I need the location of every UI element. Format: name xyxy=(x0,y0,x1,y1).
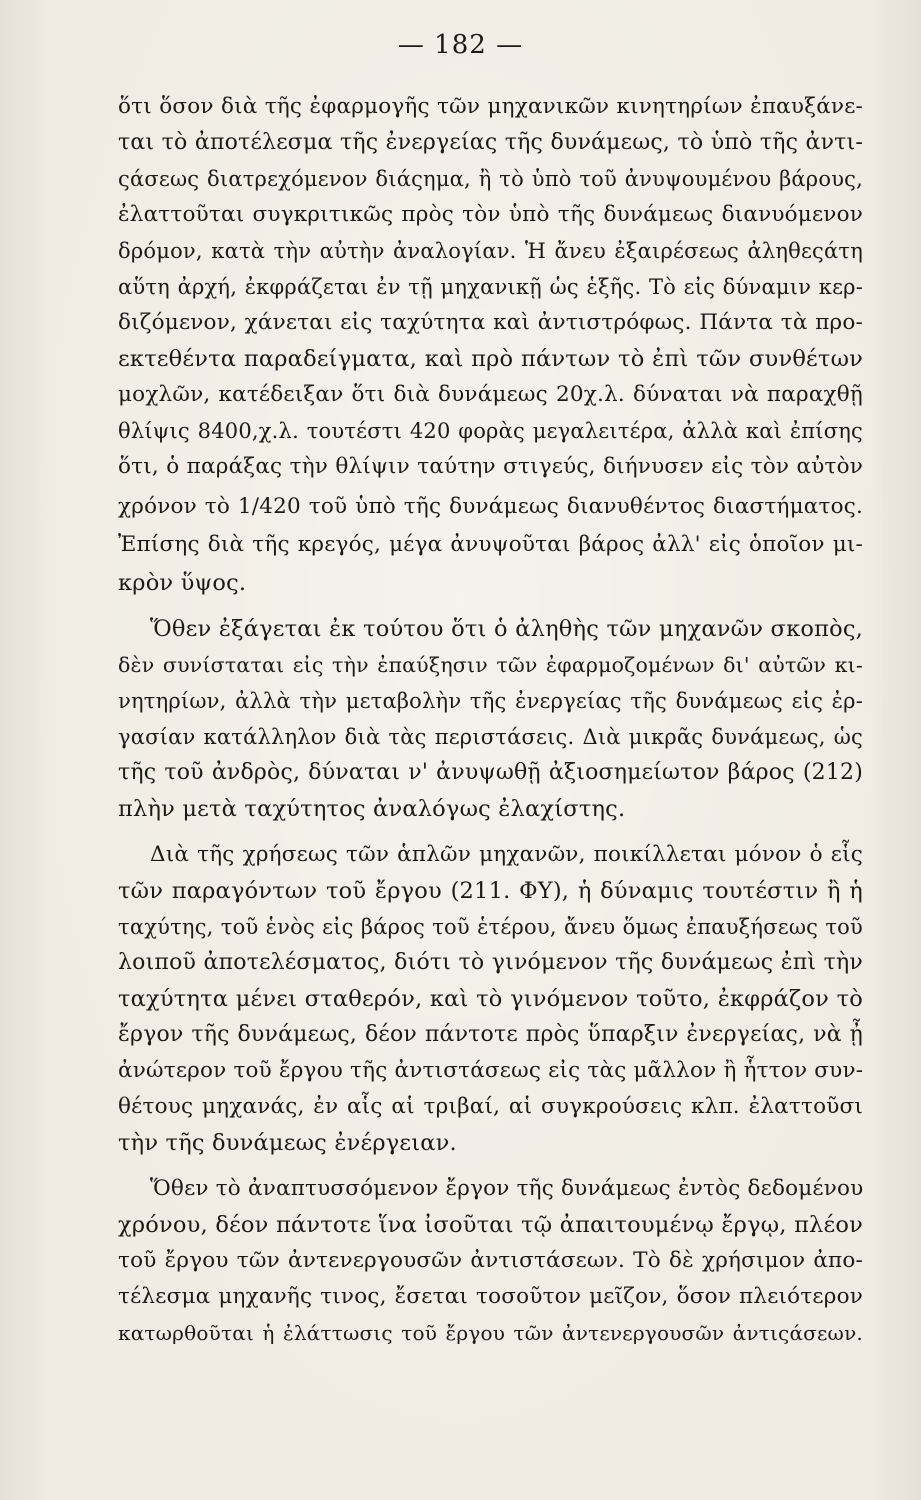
text-line-2: ται τὸ ἀποτέλεσμα τῆς ἐνεργείας τῆς δυνάμεως, τὸ ὑπὸ τῆς ἀντι- xyxy=(118,130,863,155)
text-line-7: διζόμενον, χάνεται εἰς ταχύτητα καὶ ἀντιστρόφως. Πάντα τὰ προ- xyxy=(118,310,863,335)
text-line-29: τὴν τῆς δυνάμεως ἐνέργειαν. xyxy=(118,1130,457,1156)
text-line-30: Ὅθεν τὸ ἀναπτυσσόμενον ἔργον τῆς δυνάμεως ἐντὸς δεδομένου xyxy=(150,1176,864,1201)
text-line-3: ςάσεως διατρεχόμενον διάςημα, ἢ τὸ ὑπὸ τοῦ ἀνυψουμένου βάρους, xyxy=(118,167,863,191)
text-line-1: ὅτι ὅσον διὰ τῆς ἐφαρμογῆς τῶν μηχανικῶν κινητηρίων ἐπαυξάνε- xyxy=(118,94,863,119)
text-line-22: τῶν παραγόντων τοῦ ἔργου (211. ΦΥ), ἡ δύναμις τουτέστιν ἢ ἡ xyxy=(118,878,863,904)
text-line-9: μοχλῶν, κατέδειξαν ὅτι διὰ δυνάμεως 20χ.λ. δύναται νὰ παραχθῇ xyxy=(118,382,863,407)
text-line-23: ταχύτης, τοῦ ἑνὸς εἰς βάρος τοῦ ἑτέρου, ἄνευ ὅμως ἐπαυξήσεως τοῦ xyxy=(118,915,863,939)
text-line-19: τῆς τοῦ ἀνδρὸς, δύναται ν' ἀνυψωθῇ ἀξιοσημείωτον βάρος (212) xyxy=(118,760,863,785)
text-line-17: νητηρίων, ἀλλὰ τὴν μεταβολὴν τῆς ἐνεργείας τῆς δυνάμεως εἰς ἐρ- xyxy=(118,689,863,713)
text-line-25: ταχύτητα μένει σταθερόν, καὶ τὸ γινόμενον τοῦτο, ἐκφράζον τὸ xyxy=(118,986,863,1012)
text-line-28: θέτους μηχανάς, ἐν αἷς αἱ τριβαί, αἱ συγκρούσεις κλπ. ἐλαττοῦσι xyxy=(118,1094,863,1119)
page-number: — 182 — xyxy=(397,30,524,60)
text-line-11: ὅτι, ὁ παράξας τὴν θλίψιν ταύτην στιγεύς, διήνυσεν εἰς τὸν αὐτὸν xyxy=(118,454,863,479)
text-line-31: χρόνου, δέον πάντοτε ἵνα ἰσοῦται τῷ ἀπαιτουμένῳ ἔργῳ, πλέον xyxy=(118,1212,863,1238)
text-line-34: κατωρθοῦται ἡ ἐλάττωσις τοῦ ἔργου τῶν ἀντενεργουσῶν ἀντιςάσεων. xyxy=(118,1321,863,1345)
text-line-20: πλὴν μετὰ ταχύτητος ἀναλόγως ἐλαχίστης. xyxy=(118,796,626,822)
text-line-27: ἀνώτερον τοῦ ἔργου τῆς ἀντιστάσεως εἰς τὰς μᾶλλον ἢ ἧττον συν- xyxy=(118,1058,864,1083)
text-line-18: γασίαν κατάλληλον διὰ τὰς περιστάσεις. Διὰ μικρᾶς δυνάμεως, ὡς xyxy=(118,725,863,749)
text-line-26: ἔργον τῆς δυνάμεως, δέον πάντοτε πρὸς ὕπαρξιν ἐνεργείας, νὰ ᾖ xyxy=(118,1022,863,1047)
text-line-6: αὕτη ἀρχή, ἐκφράζεται ἐν τῇ μηχανικῇ ὡς ἑξῆς. Τὸ εἰς δύναμιν κερ- xyxy=(118,275,863,299)
text-line-13: Ἐπίσης διὰ τῆς κρεγός, μέγα ἀνυψοῦται βάρος ἀλλ' εἰς ὁποῖον μι- xyxy=(118,532,863,557)
text-line-33: τέλεσμα μηχανῆς τινος, ἔσεται τοσοῦτον μεῖζον, ὅσον πλειότερον xyxy=(118,1284,863,1309)
text-line-5: δρόμον, κατὰ τὴν αὐτὴν ἀναλογίαν. Ἡ ἄνευ ἐξαιρέσεως ἀληθεςάτη xyxy=(118,239,863,263)
text-line-21: Διὰ τῆς χρήσεως τῶν ἁπλῶν μηχανῶν, ποικίλλεται μόνον ὁ εἷς xyxy=(150,842,863,867)
text-line-32: τοῦ ἔργου τῶν ἀντενεργουσῶν ἀντιστάσεων. Τὸ δὲ χρήσιμον ἀπο- xyxy=(118,1248,863,1273)
text-line-15: Ὅθεν ἐξάγεται ἐκ τούτου ὅτι ὁ ἀληθὴς τῶν μηχανῶν σκοπὸς, xyxy=(150,616,863,642)
text-line-10: θλίψις 8400,χ.λ. τουτέστι 420 φορὰς μεγαλειτέρα, ἀλλὰ καὶ ἐπίσης xyxy=(118,419,863,443)
text-line-4: ἐλαττοῦται συγκριτικῶς πρὸς τὸν ὑπὸ τῆς δυνάμεως διανυόμενον xyxy=(118,202,863,227)
text-line-16: δὲν συνίσταται εἰς τὴν ἐπαύξησιν τῶν ἐφαρμοζομένων δι' αὐτῶν κι- xyxy=(118,653,863,677)
text-line-8: εκτεθέντα παραδείγματα, καὶ πρὸ πάντων τὸ ἐπὶ τῶν συνθέτων xyxy=(118,346,863,372)
text-line-12: χρόνον τὸ 1/420 τοῦ ὑπὸ τῆς δυνάμεως διανυθέντος διαστήματος. xyxy=(118,494,863,519)
text-line-14: κρὸν ὕψος. xyxy=(118,570,247,596)
text-line-24: λοιποῦ ἀποτελέσματος, διότι τὸ γινόμενον τῆς δυνάμεως ἐπὶ τὴν xyxy=(118,950,863,975)
